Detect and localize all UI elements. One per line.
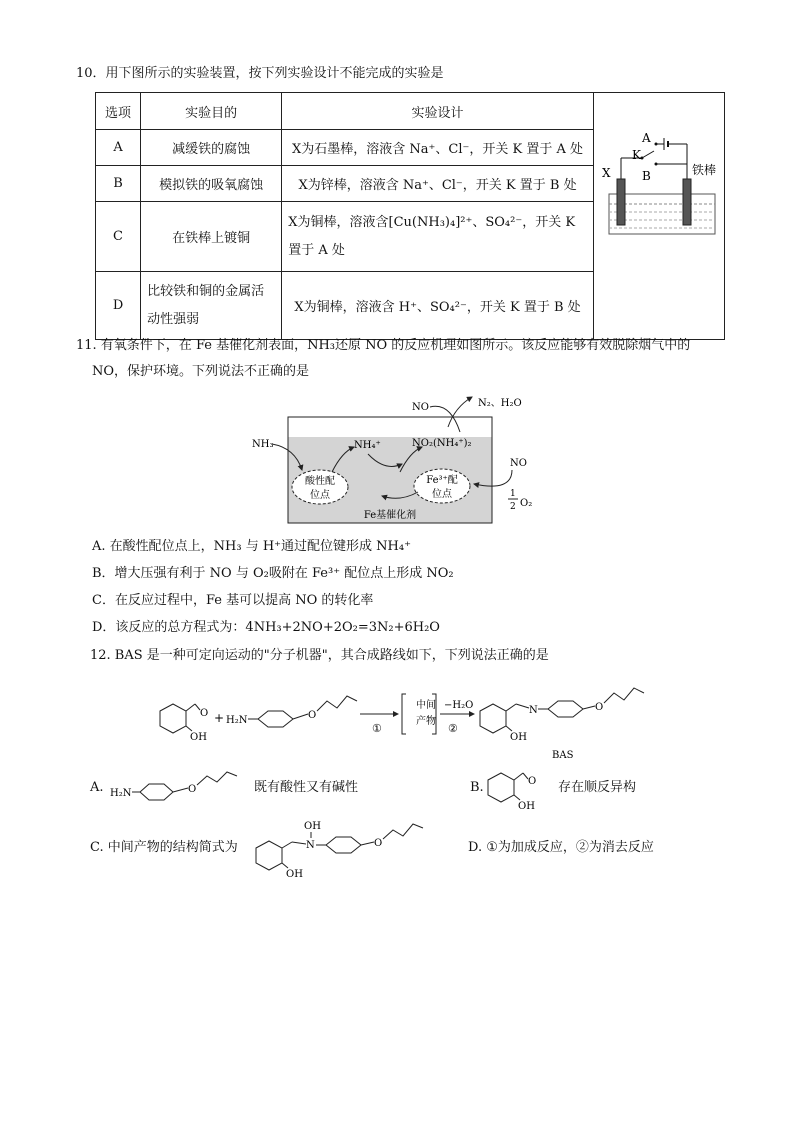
switch-k [642,151,654,158]
row-design: X为铜棒，溶液含 H⁺、SO₄²⁻，开关 K 置于 B 处 [282,272,593,340]
svg-text:OH: OH [286,869,303,878]
table-header-row [96,93,725,130]
row-purpose: 模拟铁的吸氧腐蚀 [141,166,282,202]
benzene-ring-1 [160,704,186,733]
row-design: X为锌棒，溶液含 Na⁺、Cl⁻，开关 K 置于 B 处 [282,166,593,202]
row-purpose: 在铁棒上镀铜 [141,202,282,272]
butyl-chain-1 [317,696,357,711]
product-oh: OH [510,732,527,743]
apparatus-cell [593,93,724,340]
no-right-label: NO [510,458,527,469]
benzene-ring-2 [258,711,293,727]
row-purpose: 比较铁和铜的金属活动性强弱 [141,272,282,340]
half-den: 2 [510,502,516,512]
step-2-label: ② [448,722,458,735]
q12-option-d-text: D. ①为加成反应，②为消去反应 [468,840,654,855]
synthesis-scheme [140,676,660,762]
fe-site-label-1: Fe³⁺配 [426,475,458,486]
q11-stem-line2: NO，保护环境。下列说法不正确的是 [92,364,310,379]
q11-option-b: B．增大压强有利于 NO 与 O₂吸附在 Fe³⁺ 配位点上形成 NO₂ [92,566,454,581]
label-iron-rod: 铁棒 [691,163,716,177]
acid-site-label-2: 位点 [310,490,330,501]
svg-text:OH: OH [518,801,535,810]
q12-option-c-text: C. 中间产物的结构简式为 [90,840,238,855]
label-a: A [641,131,651,145]
row-option: A [96,130,141,166]
amine-h2n: H₂N [226,715,248,726]
row-purpose: 减缓铁的腐蚀 [141,130,282,166]
svg-text:O: O [188,784,197,795]
option-b-structure [484,766,554,810]
row-option: B [96,166,141,202]
electrode-iron [683,179,691,225]
q11-option-a: A. 在酸性配位点上，NH₃ 与 H⁺通过配位键形成 NH₄⁺ [92,539,411,554]
q12-stem: 12. BAS 是一种可定向运动的"分子机器"，其合成路线如下，下列说法正确的是 [90,648,549,663]
catalyst-label: Fe基催化剂 [363,510,417,521]
q11-option-c: C．在反应过程中，Fe 基可以提高 NO 的转化率 [92,593,374,608]
header-option: 选项 [96,93,141,130]
benzene-ring-3 [480,704,506,733]
q12-option-b-text: 存在顺反异构 [558,780,637,795]
q12-option-a-label: A. [90,780,104,795]
q11-option-d: D．该反应的总方程式为：4NH₃+2NO+2O₂=3N₂+6H₂O [92,620,440,635]
butyl-chain-2 [604,688,644,703]
label-k: K [631,148,641,162]
no-top-label: NO [412,402,429,413]
half-num: 1 [510,489,516,499]
acid-site-label-1: 酸性配 [305,476,335,487]
intermediate-label-1: 中间 [416,700,436,711]
svg-text:N: N [306,840,315,851]
q12-option-b-label: B. [470,780,484,795]
electrode-x [617,179,625,225]
row-option: D [96,272,141,340]
products-label: N₂、H₂O [478,398,522,409]
electrolysis-apparatus-diagram [594,94,724,334]
q10-table [95,92,725,340]
header-purpose: 实验目的 [141,93,282,130]
product-ether-o: O [595,702,604,713]
label-x: X [601,166,611,180]
svg-text:H₂N: H₂N [110,788,132,799]
phenol-oh: OH [190,732,207,743]
o2-label: O₂ [520,498,533,509]
svg-text:O: O [528,776,537,787]
plus-sign: + [214,711,225,725]
q11-stem-line1: 11. 有氧条件下，在 Fe 基催化剂表面，NH₃还原 NO 的反应机理如图所示。该反应能够有效脱除烟气中的 [76,338,691,353]
row-design: X为铜棒，溶液含[Cu(NH₃)₄]²⁺、SO₄²⁻，开关 K 置于 A 处 [282,202,593,272]
row-option: C [96,202,141,272]
intermediate-label: NO₂(NH₄⁺)₂ [412,438,472,449]
imine-n: N [529,705,538,716]
reaction-mechanism-diagram [250,392,550,527]
row-design: X为石墨棒，溶液含 Na⁺、Cl⁻，开关 K 置于 A 处 [282,130,593,166]
svg-text:OH: OH [304,821,321,832]
nh4-label: NH₄⁺ [354,440,381,451]
q10-stem: 10．用下图所示的实验装置，按下列实验设计不能完成的实验是 [76,66,444,81]
option-a-structure [108,770,250,806]
aldehyde-o: O [200,708,209,719]
fe-site-label-2: 位点 [432,489,452,500]
minus-water-label: −H₂O [444,700,474,711]
header-design: 实验设计 [282,93,593,130]
intermediate-label-2: 产物 [416,716,436,727]
ether-o: O [308,710,317,721]
q12-option-a-text: 既有酸性又有碱性 [254,780,359,795]
nh3-label: NH₃ [252,439,274,450]
label-b: B [641,169,651,183]
benzene-ring-4 [548,701,583,717]
option-c-structure [252,818,427,878]
svg-text:O: O [374,838,383,849]
bas-label: BAS [552,750,574,761]
step-1-label: ① [372,722,382,735]
